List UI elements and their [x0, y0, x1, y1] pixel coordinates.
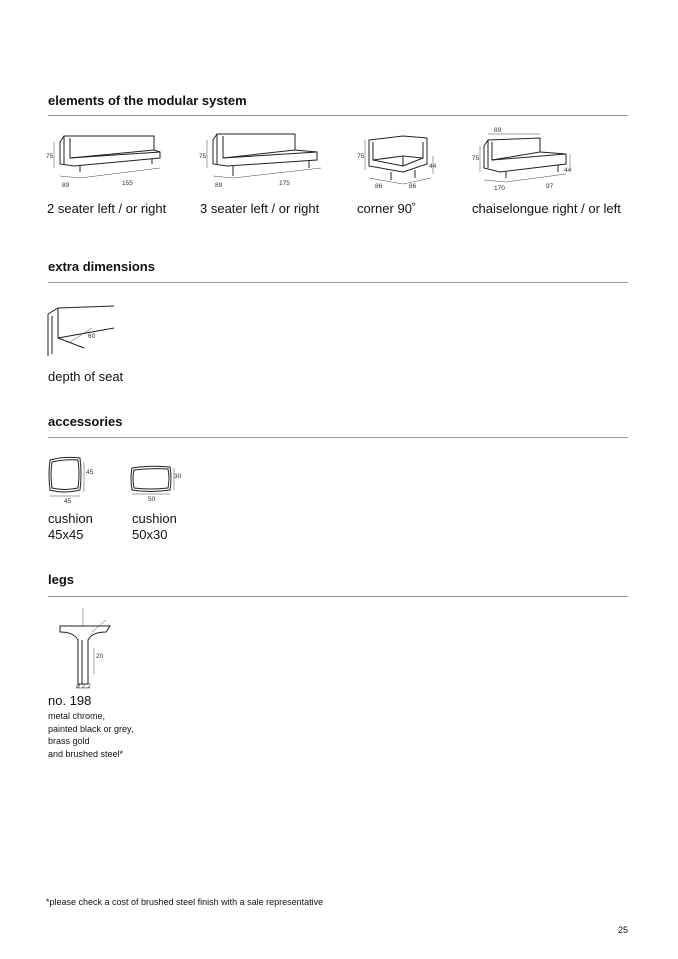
dim-seat-depth: 60: [88, 333, 96, 340]
footnote: *please check a cost of brushed steel finish with a sale representative: [46, 897, 324, 907]
dim-height: 75: [199, 153, 207, 160]
caption-line: cushion: [48, 511, 93, 526]
dim-height: 75: [46, 153, 54, 160]
page-number: 25: [618, 925, 629, 935]
caption-2-seater: 2 seater left / or right: [47, 201, 167, 216]
drawing-2-seater: [44, 128, 174, 193]
dim-diameter: ø 2,2: [76, 683, 91, 690]
caption-line: 45x45: [48, 527, 84, 542]
dim-right: 86: [409, 183, 417, 190]
drawing-corner: [355, 128, 445, 193]
dim-height: 75: [472, 155, 480, 162]
dim-height: 30: [174, 473, 182, 480]
caption-cushion-45x45: [48, 511, 93, 543]
section-divider: [48, 282, 628, 283]
caption-3-seater: 3 seater left / or right: [200, 201, 320, 216]
leg-description-line: and brushed steel*: [48, 748, 124, 759]
dim-back-width: 89: [494, 127, 502, 134]
dim-length: 170: [494, 185, 505, 192]
drawing-cushion-50x30: [128, 462, 188, 508]
caption-seat-depth: depth of seat: [48, 369, 124, 384]
caption-chaiselongue: chaiselongue right / or left: [472, 201, 621, 216]
caption-line: cushion: [132, 511, 177, 526]
caption-cushion-50x30: [132, 511, 177, 543]
drawing-cushion-45x45: [44, 452, 104, 508]
dim-left: 86: [375, 183, 383, 190]
dim-depth: 89: [215, 182, 223, 189]
drawing-3-seater: [197, 128, 327, 193]
caption-corner: corner 90˚: [357, 201, 417, 216]
section-divider: [48, 437, 628, 438]
drawing-seat-depth: [44, 298, 116, 362]
dim-height: 75: [357, 153, 365, 160]
section-divider: [48, 115, 628, 116]
dim-seat-height: 44: [429, 163, 437, 170]
section-title-extra: extra dimensions: [48, 259, 155, 274]
drawing-leg-198: [46, 608, 126, 694]
dim-height: 45: [86, 469, 94, 476]
section-divider: [48, 596, 628, 597]
dim-width: 175: [279, 180, 290, 187]
section-title-modular: elements of the modular system: [48, 93, 247, 108]
leg-description-line: painted black or grey,: [48, 723, 134, 734]
caption-line: 50x30: [132, 527, 168, 542]
leg-description: [48, 710, 133, 760]
section-title-legs: legs: [48, 572, 75, 587]
drawing-chaiselongue: [470, 124, 580, 194]
section-title-accessories: accessories: [48, 414, 123, 429]
dim-width: 45: [64, 498, 72, 505]
dim-width: 50: [148, 496, 156, 503]
leg-description-line: brass gold: [48, 736, 90, 746]
dim-height: 20: [96, 653, 104, 660]
dim-width: 155: [122, 180, 133, 187]
leg-description-line: metal chrome,: [48, 711, 106, 721]
dim-seat-height: 44: [564, 167, 572, 174]
dim-depth: 97: [546, 183, 554, 190]
leg-name: no. 198: [48, 693, 92, 708]
dim-depth: 89: [62, 182, 70, 189]
